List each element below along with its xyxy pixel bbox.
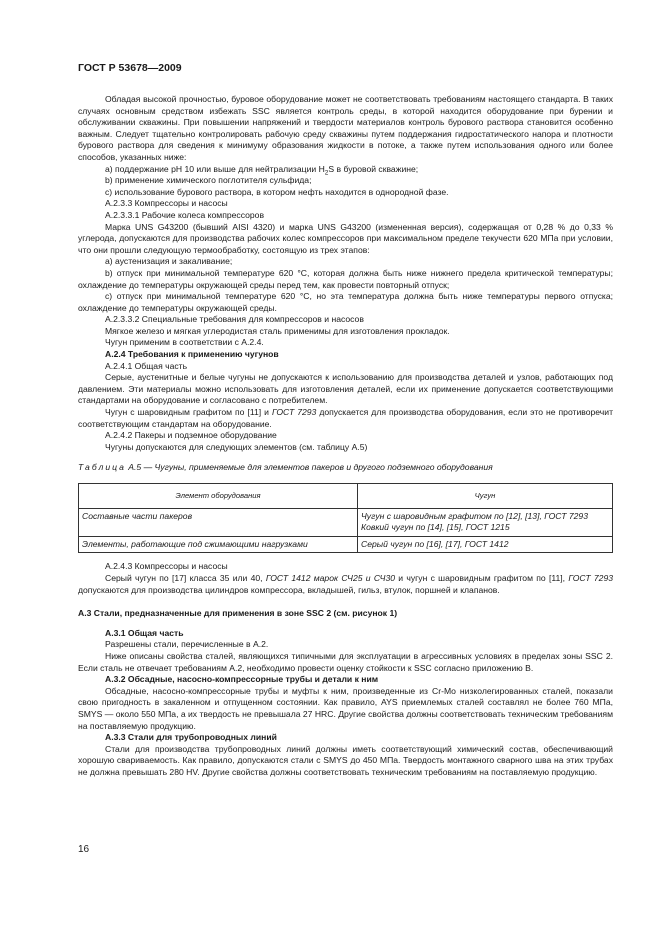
section-heading: А.2.3.3 Компрессоры и насосы [105, 198, 228, 209]
paragraph: Серые, аустенитные и белые чугуны не допускаются к использованию для производства деталей и узлов, работающих под давлением. Эти материалы можно использовать для изготовления деталей, если их применение допускается соответствующими стандартами на оборудование и согласовано с потребителем. [78, 372, 613, 406]
table-cell: Чугун с шаровидным графитом по [12], [13], ГОСТ 7293 Ковкий чугун по [14], [15], ГОСТ 1215 [358, 508, 613, 536]
section-heading-bold: А.3.2 Обсадные, насосно-компрессорные трубы и детали к ним [105, 674, 379, 685]
paragraph: Стали для производства трубопроводных линий должны иметь соответствующий химический состав, обеспечивающий хорошую свариваемость. Как правило, допускаются стали с SMYS до 450 МПа. Твердость монтажного сварного шва на этих трубах не должна превышать 280 HV. Другие свойства должны соответствовать техническим требованиям на поставляемую продукцию. [78, 743, 613, 777]
section-heading: А.2.4.3 Компрессоры и насосы [105, 561, 228, 572]
section-heading-bold: А.2.4 Требования к применению чугунов [105, 349, 279, 360]
table-row [79, 536, 613, 553]
section-heading-bold: А.3 Стали, предназначенные для применения в зоне SSC 2 (см. рисунок 1) [78, 608, 398, 619]
table-header-row [79, 484, 613, 509]
table-cell: Составные части пакеров [79, 508, 358, 536]
paragraph: Чугуны допускаются для следующих элементов (см. таблицу А.5) [105, 441, 368, 452]
paragraph: Ниже описаны свойства сталей, являющихся типичными для эксплуатации в агрессивных условиях в пределах зоны SSC 2. Если сталь не отвечает требованиям А.2, необходимо провести оценку стойкости к SSC согласно приложению В. [78, 650, 613, 673]
list-item: c) использование бурового раствора, в котором нефть находится в однородной фазе. [105, 186, 449, 197]
paragraph: Чугун применим в соответствии с А.2.4. [105, 337, 264, 348]
section-heading: А.2.4.2 Пакеры и подземное оборудование [105, 430, 277, 441]
table-caption: Таблица А.5 — Чугуны, применяемые для элементов пакеров и другого подземного оборудования [78, 462, 493, 473]
list-item: a) аустенизация и закаливание; [105, 256, 233, 267]
table-cell: Элементы, работающие под сжимающими нагрузками [79, 536, 358, 553]
paragraph: Обладая высокой прочностью, буровое оборудование может не соответствовать требованиям настоящего стандарта. В таких случаях основным средством избежать SSC является контроль среды, в которой находится оборудование при бурении и обслуживании скважины. При повышении напряжений и твердости материалов контроль бурового раствора становится особенно важным. Следует тщательно контролировать рабочую среду скважины путем поддержания гидростатического напора и плотности бурового раствора для сведения к минимуму образования жидкости в потоке, а также путем использования одного или более способов, указанных ниже: [78, 94, 613, 162]
document-header: ГОСТ Р 53678—2009 [78, 62, 182, 74]
list-item: c) отпуск при минимальной температуре 620 °C, но эта температура должна быть ниже температуры первого отпуска; охлаждение до температуры окружающей среды. [78, 291, 613, 313]
table-header-cell: Элемент оборудования [79, 484, 358, 509]
list-item: b) применение химического поглотителя сульфида; [105, 175, 312, 186]
section-heading-bold: А.3.3 Стали для трубопроводных линий [105, 732, 277, 743]
paragraph: Серый чугун по [17] класса 35 или 40, ГОСТ 1412 марок СЧ25 и СЧ30 и чугун с шаровидным графитом по [11], ГОСТ 7293 допускаются для производства цилиндров компрессора, вкладышей, гильз, втулок, поршней и клапанов. [78, 572, 613, 595]
paragraph: Мягкое железо и мягкая углеродистая сталь применимы для изготовления прокладок. [105, 325, 450, 336]
section-heading: А.2.3.3.1 Рабочие колеса компрессоров [105, 209, 265, 220]
list-item: b) отпуск при минимальной температуре 620 °C, которая должна быть ниже нижнего предела критической температуры; охлаждение до температуры окружающей среды перед тем, как провести повторный отпуск; [78, 267, 613, 290]
paragraph: Марка UNS G43200 (бывший AISI 4320) и марка UNS G43200 (измененная версия), содержащая от 0,28 % до 0,33 % углерода, допускаются для производства рабочих колес компрессоров при максимальном пределе текучести 620 МПа при условии, что они прошли следующую термообработку, состоящую из трех этапов: [78, 221, 613, 255]
page-number: 16 [78, 844, 90, 855]
section-heading: А.2.3.3.2 Специальные требования для компрессоров и насосов [105, 314, 364, 325]
section-heading-bold: А.3.1 Общая часть [105, 627, 184, 638]
table-cell: Серый чугун по [16], [17], ГОСТ 1412 [358, 536, 613, 553]
paragraph: Чугун с шаровидным графитом по [11] и ГОСТ 7293 допускается для производства оборудования, если это не противоречит соответствующим стандартам на оборудование. [78, 407, 614, 429]
paragraph: Обсадные, насосно-компрессорные трубы и муфты к ним, произведенные из Cr-Mo низколегированных сталей, показали свою пригодность в закаленном и отпущенном состоянии. Как правило, AYS приемлемых сталей составлял не более 760 МПа, SMYS — около 550 МПа, а их твердость не превышала 27 HRC. Другие свойства должны соответствовать техническим требованиям на поставляемую продукцию. [78, 685, 613, 731]
list-item: a) поддержание pH 10 или выше для нейтрализации $H_2S$ в буровой скважине; [105, 163, 419, 177]
document-body [78, 94, 613, 778]
paragraph: Разрешены стали, перечисленные в А.2. [105, 639, 269, 650]
table-row [79, 508, 613, 536]
table-header-cell: Чугун [358, 484, 613, 509]
section-heading: А.2.4.1 Общая часть [105, 360, 188, 371]
cast-iron-table [78, 483, 613, 553]
